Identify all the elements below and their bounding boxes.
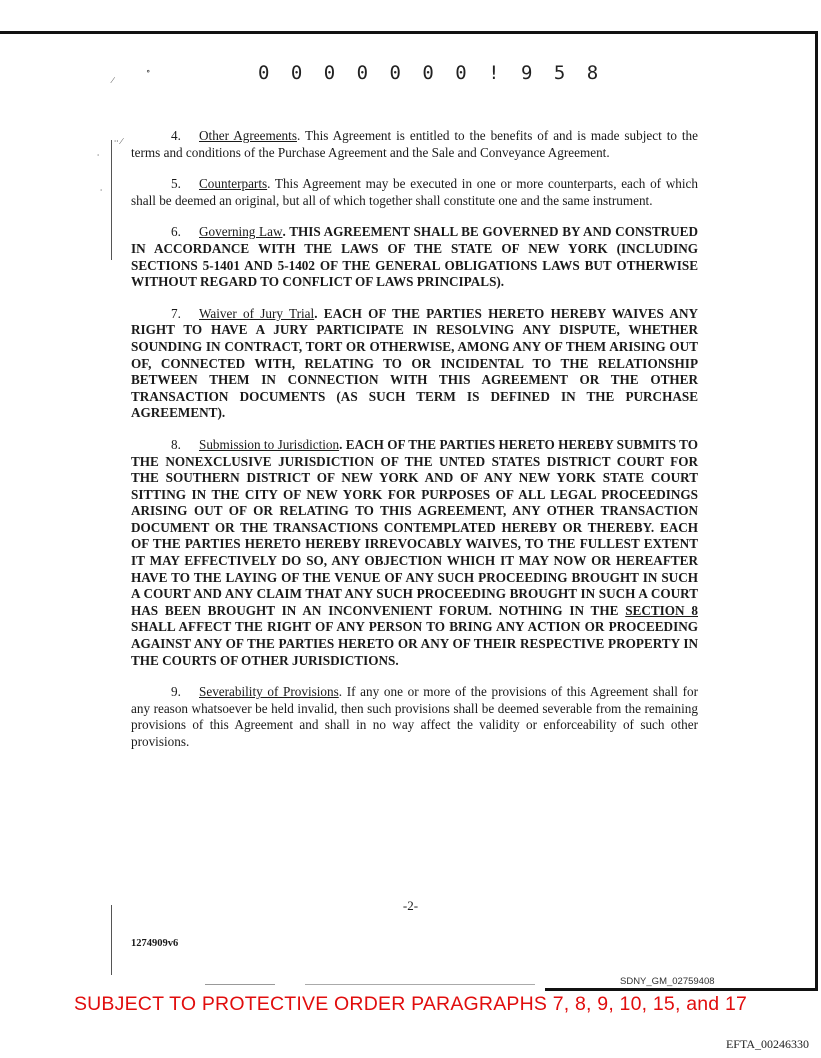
section-number: 4.	[171, 128, 181, 143]
scan-margin-mark	[111, 905, 112, 975]
section-6	[131, 224, 698, 290]
section-number: 8.	[171, 436, 181, 452]
section-number: 9.	[171, 684, 181, 700]
section-8	[131, 437, 698, 669]
section-4	[131, 128, 698, 161]
section-body: . EACH OF THE PARTIES HERETO HEREBY SUBMITS TO THE NONEXCLUSIVE JURISDICTION OF THE UNTED STATES DISTRICT COURT FOR THE SOUTHERN DISTRICT OF NEW YORK AND OF ANY NEW YORK STATE COURT SITTING IN THE CITY OF NEW YORK FOR PURPOSES OF ALL LEGAL PROCEEDINGS ARISING OUT OF OR RELATING TO THIS AGREEMENT, ANY OTHER TRANSACTION DOCUMENT OR THE TRANSACTIONS CONTEMPLATED HEREBY OR THEREBY. EACH OF THE PARTIES HERETO HEREBY IRREVOCABLY WAIVES, TO THE FULLEST EXTENT IT MAY EFFECTIVELY DO SO, ANY OBJECTION WHICH IT MAY NOW OR HEREAFTER HAVE TO THE LAYING OF THE VENUE OF ANY SUCH PROCEEDING BROUGHT IN SUCH A COURT AND ANY CLAIM THAT ANY SUCH PROCEEDING BROUGHT IN SUCH A COURT HAS BEEN BROUGHT IN AN INCONVENIENT FORUM. NOTHING IN THE	[131, 436, 698, 618]
section-body: . This Agreement is entitled to the benefits of and is made subject to the terms and conditions of the Purchase Agreement and the Sale and Conveyance Agreement.	[131, 128, 698, 160]
scan-speck: ∘	[146, 66, 151, 76]
section-body-continued: SHALL AFFECT THE RIGHT OF ANY PERSON TO BRING ANY ACTION OR PROCEEDING AGAINST ANY OF THE PARTIES HERETO OR ANY OF THEIR RESPECTIVE PROPERTY IN THE COURTS OF OTHER JURISDICTIONS.	[131, 619, 698, 668]
section-heading: Other Agreements	[199, 128, 297, 143]
scan-margin-mark	[111, 140, 112, 260]
scan-speck: ∕	[112, 75, 114, 85]
section-number: 7.	[171, 305, 181, 321]
right-border-line	[815, 31, 818, 991]
protective-order-notice: SUBJECT TO PROTECTIVE ORDER PARAGRAPHS 7, 8, 9, 10, 15, and 17	[73, 993, 748, 1015]
bates-stamp-top: 0 0 0 0 0 0 0 ! 9 5 8	[258, 62, 604, 84]
scan-speck: ∙	[97, 150, 100, 160]
top-border-line	[0, 31, 818, 34]
section-7	[131, 306, 698, 422]
bottom-border-line	[545, 988, 818, 991]
section-heading: Waiver of Jury Trial	[199, 305, 315, 321]
section-heading: Submission to Jurisdiction	[199, 436, 340, 452]
section-cross-reference: SECTION 8	[625, 602, 698, 618]
section-body: . This Agreement may be executed in one or more counterparts, each of which shall be deemed an original, but all of which together shall constitute one and the same instrument.	[131, 176, 698, 208]
scan-speck: ∙∙ ∕	[114, 136, 123, 146]
document-body	[131, 128, 698, 766]
section-heading: Counterparts	[199, 176, 268, 192]
sdny-bates-stamp: SDNY_GM_02759408	[620, 976, 715, 987]
section-9	[131, 684, 698, 750]
scan-artifact-line	[205, 984, 275, 985]
section-body: . EACH OF THE PARTIES HERETO HEREBY WAIVES ANY RIGHT TO HAVE A JURY PARTICIPATE IN RESOLVING ANY DISPUTE, WHETHER SOUNDING IN CONTRACT, TORT OR OTHERWISE, AMONG ANY OF THEM ARISING OUT OF, CONNECTED WITH, RELATING TO OR INCIDENTAL TO THE RELATIONSHIP BETWEEN THEM IN CONNECTION WITH THIS AGREEMENT OR THE OTHER TRANSACTION DOCUMENTS (AS SUCH TERM IS DEFINED IN THE PURCHASE AGREEMENT).	[131, 305, 698, 421]
section-heading: Governing Law	[199, 224, 283, 240]
scan-artifact-line	[305, 984, 535, 985]
document-id: 1274909v6	[131, 938, 179, 949]
section-5	[131, 176, 698, 209]
section-number: 6.	[171, 224, 181, 240]
section-body: . THIS AGREEMENT SHALL BE GOVERNED BY AND CONSTRUED IN ACCORDANCE WITH THE LAWS OF THE STATE OF NEW YORK (INCLUDING SECTIONS 5-1401 AND 5-1402 OF THE GENERAL OBLIGATIONS LAWS BUT OTHERWISE WITHOUT REGARD TO CONFLICT OF LAWS PRINCIPALS).	[131, 224, 698, 290]
section-number: 5.	[171, 176, 181, 192]
page-number: -2-	[402, 898, 419, 913]
efta-identifier: EFTA_00246330	[725, 1037, 809, 1051]
scan-speck: ∙	[100, 185, 103, 195]
section-heading: Severability of Provisions	[199, 684, 339, 700]
section-body: . If any one or more of the provisions of this Agreement shall for any reason whatsoever be held invalid, then such provisions shall be deemed severable from the remaining provisions of this Agreement and shall in no way affect the validity or enforceability of such other provisions.	[131, 684, 698, 749]
